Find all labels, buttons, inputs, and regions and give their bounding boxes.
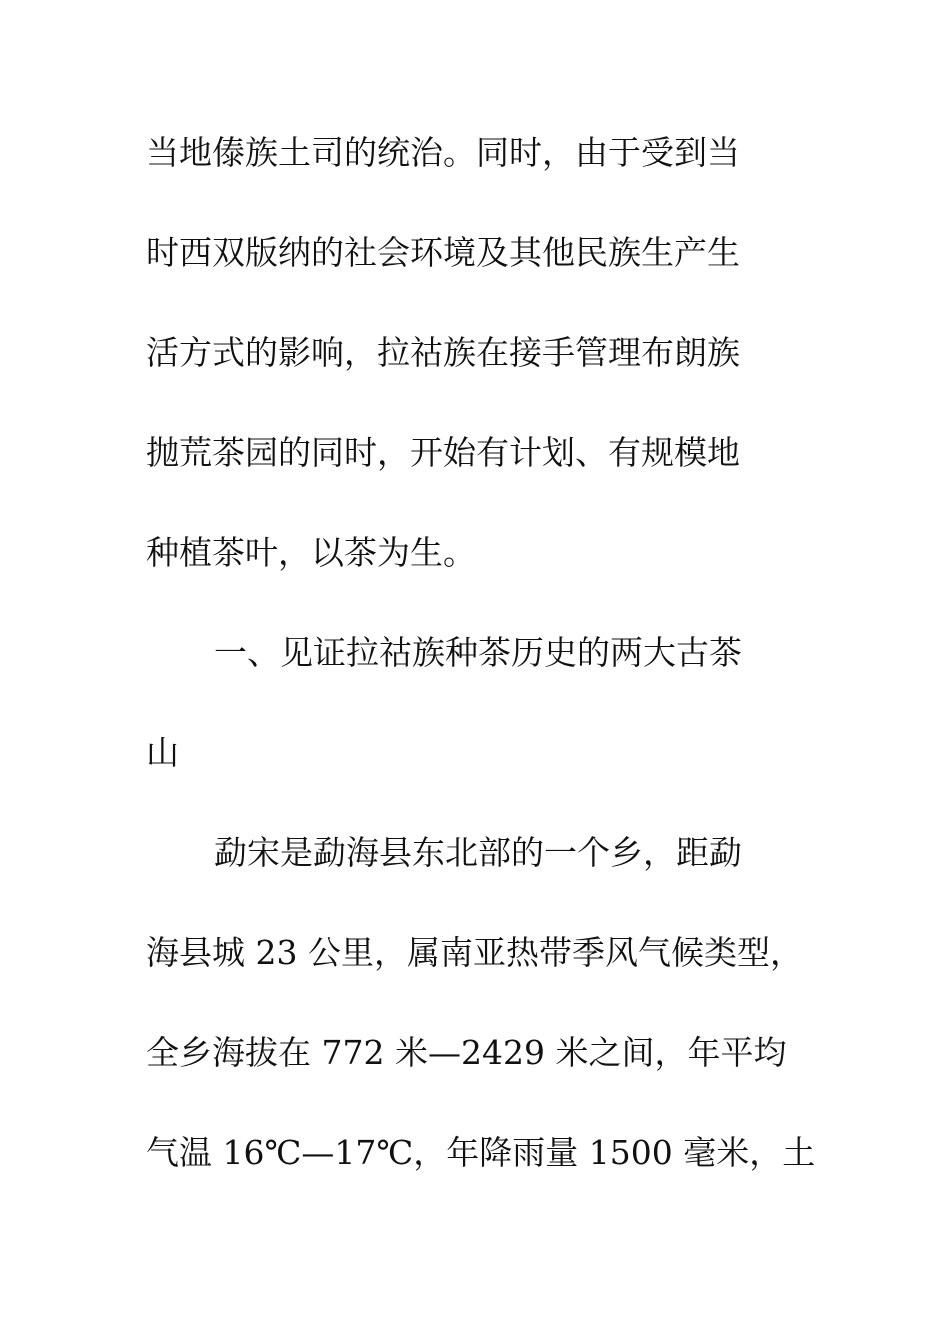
paragraph-line: 种植茶叶，以茶为生。 — [146, 533, 476, 572]
section-heading-line: 一、见证拉祜族种茶历史的两大古茶 — [214, 633, 742, 672]
paragraph-line: 海县城 23 公里，属南亚热带季风气候类型， — [146, 933, 803, 972]
paragraph-line: 全乡海拔在 772 米—2429 米之间，年平均 — [146, 1033, 787, 1072]
paragraph-line: 时西双版纳的社会环境及其他民族生产生 — [146, 233, 740, 272]
paragraph-line: 活方式的影响，拉祜族在接手管理布朗族 — [146, 333, 740, 372]
paragraph-line: 当地傣族土司的统治。同时，由于受到当 — [146, 133, 740, 172]
paragraph-line: 气温 16℃—17℃，年降雨量 1500 毫米，土 — [146, 1133, 816, 1172]
paragraph-line: 抛荒茶园的同时，开始有计划、有规模地 — [146, 433, 740, 472]
paragraph-line: 勐宋是勐海县东北部的一个乡，距勐 — [214, 833, 742, 872]
section-heading-line: 山 — [146, 733, 179, 772]
